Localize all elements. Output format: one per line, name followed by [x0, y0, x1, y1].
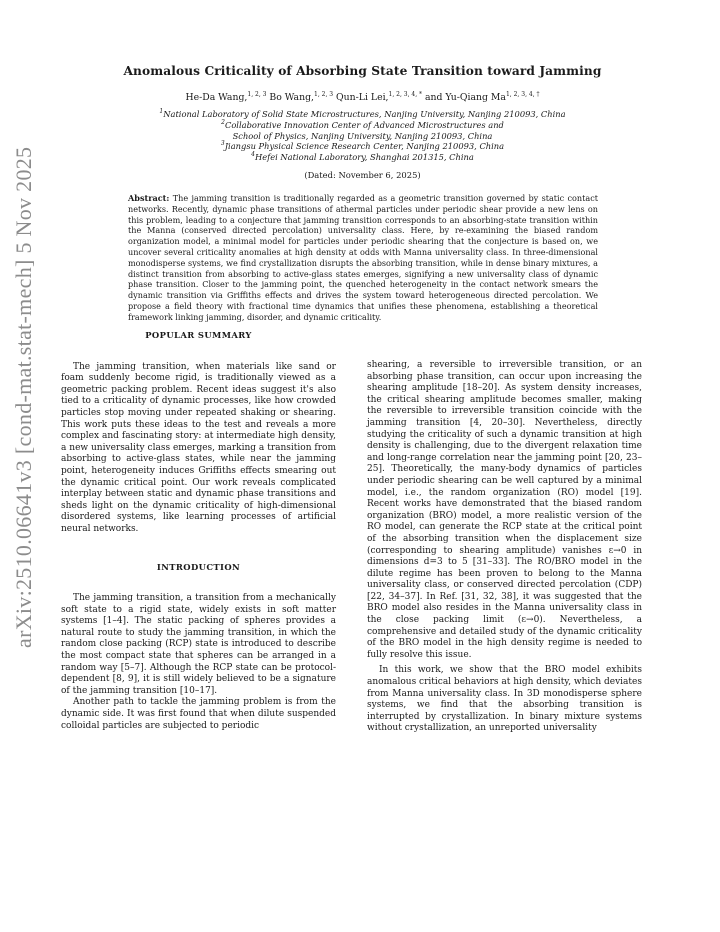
- dated-line: (Dated: November 6, 2025): [304, 170, 421, 180]
- right-column: [367, 360, 642, 735]
- author-name: Qun-Li Lei,: [333, 92, 389, 103]
- affiliation-line: School of Physics, Nanjing University, Nanjing 210093, China: [232, 130, 493, 141]
- paper-title: Anomalous Criticality of Absorbing State Transition toward Jamming: [123, 64, 602, 78]
- author-name: Bo Wang,: [266, 92, 314, 103]
- introduction-heading: INTRODUCTION: [156, 561, 241, 572]
- author-affiliation-marks: 1, 2, 3, 4, †: [505, 90, 540, 98]
- abstract-text: The jamming transition is traditionally regarded as a geometric transition governed by static contact networks. Recently, dynamic phase transitions of athermal particles under periodic shear provide a new lens on this problem, leading to a conjecture that jamming transition corresponds to an absorbing-state transition within the Manna (conserved directed percolation) universality class. Here, by re-examining the biased random organization model, a minimal model for particles under periodic shearing that the conjecture is based on, we uncover several criticality anomalies at high density at odds with Manna universality class. In three-dimensional monodisperse systems, we find crystallization disrupts the absorbing transition, while in dense binary mixtures, a distinct transition from absorbing to active-glass states emerges, signifying a new universality class of dynamic phase transition. Closer to the jamming point, the quenched heterogeneity in the contact network smears the dynamic transition via Griffiths effects and drives the system toward heterogeneous directed percolation. We propose a field theory with fractional time dynamics that unifies these phenomena, establishing a theoretical framework linking jamming, disorder, and dynamic criticality.: [128, 193, 598, 322]
- arxiv-identifier: arXiv:2510.06641v3 [cond-mat.stat-mech] 5 Nov 2025: [11, 146, 36, 648]
- affiliation-line: $^3$Jiangsu Physical Science Research Center, Nanjing 210093, China: [220, 140, 505, 152]
- author-name: and Yu-Qiang Ma: [422, 92, 506, 103]
- popular-summary-heading: POPULAR SUMMARY: [145, 330, 252, 340]
- left-column: [61, 330, 336, 732]
- affiliation-line: $^4$Hefei National Laboratory, Shanghai 201315, China: [251, 151, 474, 163]
- author-affiliation-marks: 1, 2, 3: [247, 90, 267, 98]
- abstract-label: Abstract:: [128, 193, 170, 203]
- author-name: He-Da Wang,: [185, 92, 248, 103]
- introduction-paragraph-3: In this work, we show that the BRO model exhibits anomalous critical behaviors at high density, which deviates from Manna universality class. In 3D monodisperse sphere systems, we find that the absorbing transition is interrupted by crystallization. In binary mixture systems without crystallization, an unreported universality: [367, 665, 642, 734]
- introduction-paragraph-1: The jamming transition, a transition from a mechanically soft state to a rigid state, widely exists in soft matter systems [1–4]. The static packing of spheres provides a natural route to study the jamming transition, in which the random close packing (RCP) state is introduced to describe the most compact state that spheres can be arranged in a random way [5–7]. Although the RCP state can be protocol-dependent [8, 9], it is still widely believed to be a signature of the jamming transition [10–17].: [61, 593, 336, 696]
- affiliation-list: [100, 109, 625, 163]
- affiliation-line: $^2$Collaborative Innovation Center of Advanced Microstructures and: [221, 119, 504, 130]
- author-list: [100, 92, 625, 103]
- affiliation-line: $^1$National Laboratory of Solid State Microstructures, Nanjing University, Nanjing 210093, China: [159, 108, 566, 119]
- introduction-continued: shearing, a reversible to irreversible transition, or an absorbing phase transition, can occur upon increasing the shearing amplitude [18–20]. As system density increases, the critical shearing amplitude becomes smaller, making the reversible to irreversible transition coincide with the jamming transition [4, 20–30]. Nevertheless, directly studying the criticality of such a dynamic transition at high density is challenging, due to the divergent relaxation time and long-range correlation near the jamming point [20, 23–25]. Theoretically, the many-body dynamics of particles under periodic shearing can be well captured by a minimal model, i.e., the random organization (RO) model [19]. Recent works have demonstrated that the biased random organization (BRO) model, a more realistic version of the RO model, can generate the RCP state at the critical point of the absorbing transition when the displacement size (corresponding to shearing amplitude) vanishes ε→0 in dimensions d=3 to 5 [31–33]. The RO/BRO model in the dilute regime has been proven to belong to the Manna universality class, or conserved directed percolation (CDP) [22, 34–37]. In Ref. [31, 32, 38], it was suggested that the BRO model also resides in the Manna universality class in the close packing limit (ε→0). Nevertheless, a comprehensive and detailed study of the dynamic criticality of the BRO model in the high density regime is needed to fully resolve this issue.: [367, 360, 642, 660]
- abstract: [128, 193, 598, 323]
- author-affiliation-marks: 1, 2, 3, 4, *: [388, 90, 423, 98]
- author-affiliation-marks: 1, 2, 3: [314, 90, 334, 98]
- introduction-paragraph-2: Another path to tackle the jamming problem is from the dynamic side. It was first found that when dilute suspended colloidal particles are subjected to periodic: [61, 697, 336, 731]
- popular-summary-text: The jamming transition, when materials like sand or foam suddenly become rigid, is traditionally viewed as a geometric packing problem. Recent ideas suggest it's also tied to a criticality of dynamic processes, like how crowded particles stop moving under repeated shaking or shearing. This work puts these ideas to the test and reveals a more complex and fascinating story: at intermediate high density, a new universality class emerges, marking a transition from absorbing to active-glass states, while near the jamming point, heterogeneity induces Griffiths effects smearing out the dynamic critical point. Our work reveals complicated interplay between static and dynamic phase transitions and sheds light on the dynamic criticality of high-dimensional disordered systems, like learning processes of artificial neural networks.: [61, 361, 336, 534]
